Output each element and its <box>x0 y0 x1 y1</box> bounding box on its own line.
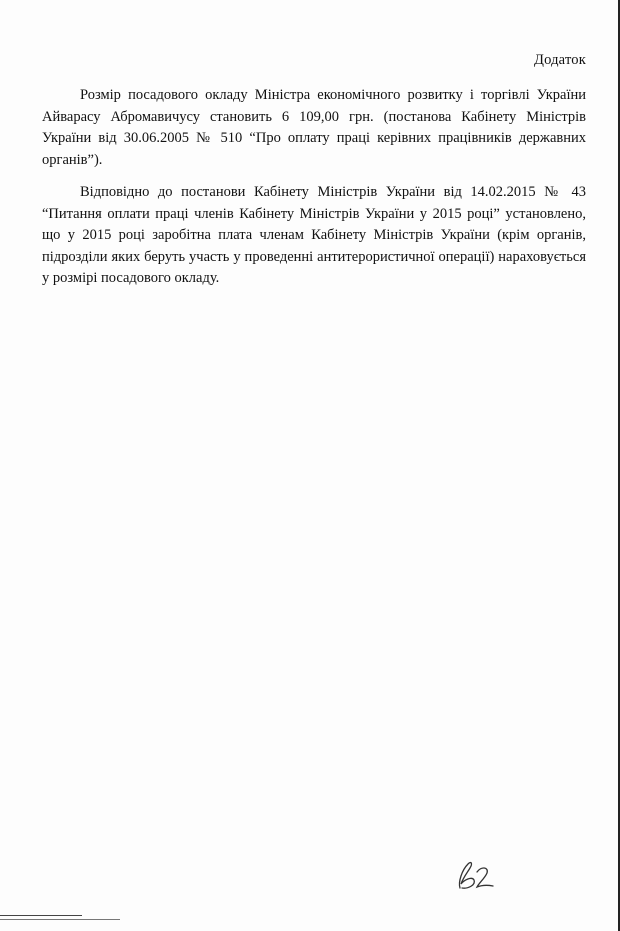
footer-rule-secondary <box>0 919 120 920</box>
handwritten-page-number <box>446 858 506 894</box>
document-body <box>42 85 586 301</box>
footer-rule <box>0 915 82 916</box>
paragraph-salary-amount: Розмір посадового окладу Міністра економічного розвитку і торгівлі України Айварасу Абромавичусу становить 6 109,00 грн. (постанова Кабінету Міністрів України від 30.06.2005 № 510 “Про оплату праці керівних працівників державних органів”). <box>42 87 586 168</box>
paragraph-resolution-reference: Відповідно до постанови Кабінету Міністрів України від 14.02.2015 № 43 “Питання оплати праці членів Кабінету Міністрів України у 2015 році” установлено, що у 2015 році заробітна плата членам Кабінету Міністрів України (крім органів, підрозділи яких беруть участь у проведенні антитерористичної операції) нараховується у розмірі посадового окладу. <box>42 184 586 286</box>
annex-label: Додаток <box>533 52 586 68</box>
